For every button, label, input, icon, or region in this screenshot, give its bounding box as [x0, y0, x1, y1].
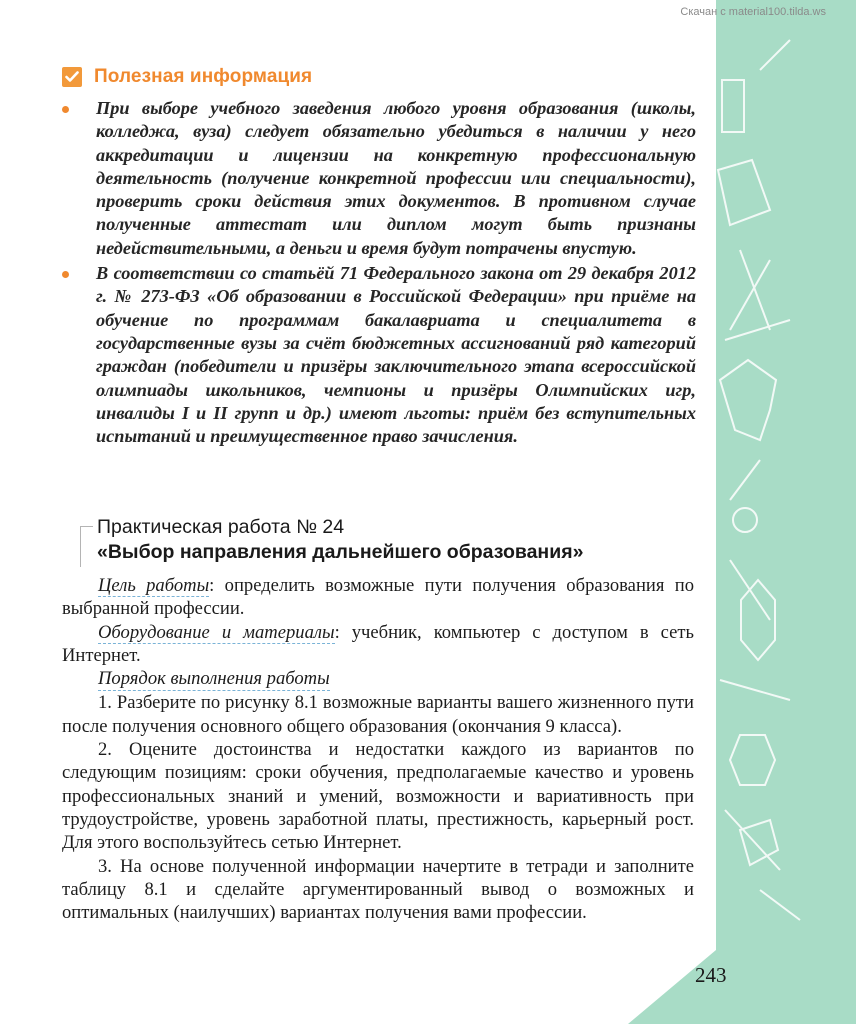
goal-label: Цель работы — [98, 575, 210, 596]
useful-info-header — [62, 66, 312, 88]
useful-info-list — [60, 97, 696, 448]
equipment-text: : учебник, компьютер с доступом в сеть Интернет. — [62, 621, 694, 666]
bullet-icon — [62, 271, 69, 278]
bullet-icon — [62, 106, 69, 113]
goal-paragraph — [62, 574, 694, 621]
practical-work-number: Практическая работа № 24 — [97, 516, 345, 538]
checkmark-icon — [62, 67, 82, 87]
info-item-text: В соответствии со статьёй 71 Федерального закона от 29 декабря 2012 г. № 273-ФЗ «Об образовании в Российской Федерации» при приёме на обучение по программам бакалавриата и специалитета в государственные вузы за счёт бюджетных ассигнований ряд категорий граждан (победители и призёры заключительного этапа всероссийской олимпиады школьников, чемпионы и призёры Олимпийских игр, инвалиды I и II групп и др.) имеют льготы: приём без вступительных испытаний и преимущественное право зачисления. — [96, 263, 696, 447]
download-watermark: Скачан с material100.tilda.ws — [680, 6, 826, 18]
step-paragraph: 3. На основе полученной информации начертите в тетради и заполните таблицу 8.1 и сделайте аргументированный вывод о возможных и оптимальных (наилучших) вариантах получения вами профессии. — [62, 855, 694, 924]
step-paragraph: 2. Оцените достоинства и недостатки каждого из вариантов по следующим позициям: сроки обучения, предполагаемые качество и уровень профессиональных знаний и умений, возможности и вариативность при трудоустройстве, уровень заработной платы, престижность, карьерный рост. Для этого воспользуйтесь сетью Интернет. — [62, 739, 694, 854]
page-number: 243 — [695, 963, 727, 987]
equipment-label: Оборудование и материалы — [98, 621, 335, 643]
list-item — [60, 97, 696, 260]
practical-work-title: «Выбор направления дальнейшего образования» — [97, 541, 584, 563]
goal-text: : определить возможные пути получения образования по выбранной профессии. — [62, 575, 694, 620]
practical-work-body — [62, 574, 694, 924]
info-item-text: При выборе учебного заведения любого уровня образования (школы, колледжа, вуза) следует обязательно убедиться в наличии у него аккредитации и лицензии на конкретную профессиональную деятельность (получение конкретной профессии или специальности), проверить сроки действия этих документов. В противном случае полученные аттестат или диплом могут быть признаны недействительными, а деньги и время будут потрачены впустую. — [96, 98, 696, 258]
practical-work-heading — [97, 515, 583, 565]
heading-bracket-decoration — [80, 526, 93, 567]
procedure-label: Порядок выполнения работы — [98, 667, 330, 691]
list-item — [60, 262, 696, 448]
equipment-paragraph — [62, 621, 694, 668]
procedure-heading-row — [62, 667, 694, 691]
step-paragraph: 1. Разберите по рисунку 8.1 возможные варианты вашего жизненного пути после получения основного общего образования (окончания 9 класса). — [62, 692, 694, 737]
useful-info-title: Полезная информация — [94, 66, 313, 87]
